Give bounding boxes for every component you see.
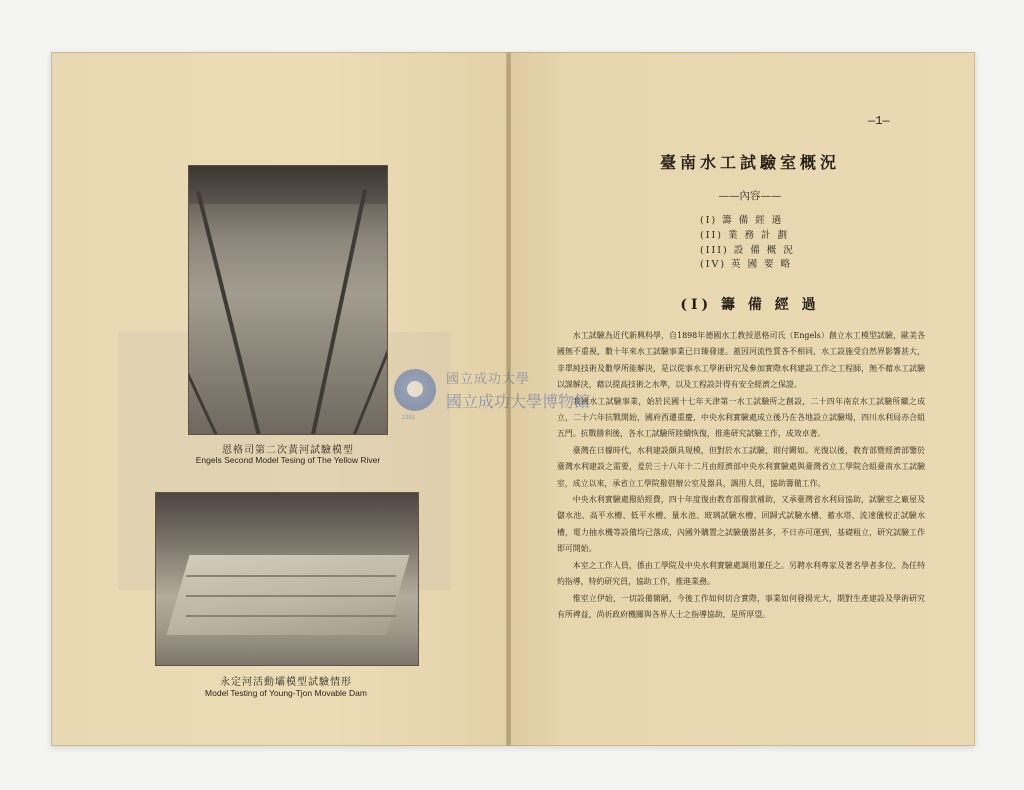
- photo-2-caption-zh: 永定河活動壩模型試驗情形: [220, 677, 352, 688]
- photo-2-caption-en: Model Testing of Young-Tjon Movable Dam: [205, 688, 367, 698]
- yellow-river-model-photo: [188, 165, 388, 435]
- model-rail: [188, 208, 222, 435]
- table-of-contents: [700, 214, 795, 273]
- page-title: 臺南水工試驗室概況: [659, 153, 840, 172]
- body-text: [557, 328, 925, 623]
- photo-1-caption-zh: 恩格司第二次黃河試驗模型: [222, 445, 354, 456]
- page-number: —1—: [868, 114, 890, 128]
- model-rail: [309, 189, 367, 435]
- paragraph: 中央水利實驗處撥給經費，四十年度復由教育部撥款補助，又承臺灣省水利局協助，試驗室之廠屋及儲水池、高平水槽、低平水槽、量水池、玻璃試驗水槽、回歸式試驗水槽、蓄水塔、流速儀校正試驗水槽，電力抽水機等設備均已落成，內國外購置之試驗儀器甚多，不日亦可運到，基礎粗立，研究試驗工作即可開始。: [557, 495, 925, 554]
- contents-heading: ——內容——: [718, 190, 782, 202]
- toc-item: (III) 設 備 概 況: [700, 244, 795, 256]
- photo-background-trees: [189, 166, 387, 204]
- dam-model-line: [186, 615, 397, 617]
- university-logo-icon: [394, 369, 436, 421]
- toc-item: (IV) 英 國 要 略: [700, 259, 793, 271]
- model-rail: [196, 191, 263, 435]
- paragraph: 惟室立伊始，一切設備簡陋，今後工作如何切合實際，事業如何發揚光大，期對生產建設及學術研究有所裨益，尚祈政府機關與各界人士之指導協助，是所厚望。: [557, 593, 925, 619]
- photo-1-caption-en: Engels Second Model Tesing of The Yellow River: [195, 455, 381, 465]
- watermark-line-1: 國立成功大學: [446, 372, 531, 387]
- paragraph: 我國水工試驗事業，始於民國十七年天津第一水工試驗所之創設，二十四年南京水工試驗所繼之成立，二十六年抗戰開始，國府西遷重慶，中央水利實驗處成立後乃在各地設立試驗場，四川水利局亦合組五門。抗戰勝利後，各水工試驗所陸續恢復，推進研究試驗工作，成效卓著。: [557, 396, 925, 439]
- section-heading: (I) 籌 備 經 過: [680, 297, 820, 313]
- paragraph: 臺灣在日據時代，水利建設頗具規模，但對於水工試驗，則付闕如。光復以後，教育部暨經濟部鑒於臺灣水利建設之需要，爰於三十八年十二月由經濟部中央水利實驗處與臺灣省立工學院合組臺南水工試驗室，成立以來，承省立工學院撥借辦公室及器具，調用人員，協助籌備工作。: [557, 445, 925, 488]
- paragraph: 水工試驗為近代新興科學，自1898年德國水工教授恩格司氏（Engels）創立水工模型試驗，歐美各國無不重視，數十年來水工試驗事業已日臻發達。蓋因河流性質各不相同，水工設施受自然界影響甚大，非單純技術及數學所能解決，是以從事水工學術研究及參加實際水利建設工作之工程師，無不藉水工試驗以謀解決，藉以提高技術之水準，以及工程設計得有安全經濟之保證。: [557, 331, 925, 390]
- dam-model-line: [186, 575, 397, 577]
- logo-year: 1931: [402, 415, 416, 421]
- toc-item: (I) 籌 備 經 過: [700, 215, 784, 226]
- paragraph: 本室之工作人員，係由工學院及中央水利實驗處調用兼任之。另聘水利專家及著名學者多位，為任特約指導，特約研究員，協助工作，推進業務。: [557, 560, 925, 587]
- watermark-text: [446, 368, 590, 412]
- movable-dam-model-photo: [155, 492, 419, 666]
- university-watermark: [394, 368, 591, 421]
- dam-model-line: [186, 595, 397, 597]
- toc-item: (II) 業 務 計 劃: [700, 229, 789, 241]
- watermark-line-2: 國立成功大學博物館: [446, 392, 591, 411]
